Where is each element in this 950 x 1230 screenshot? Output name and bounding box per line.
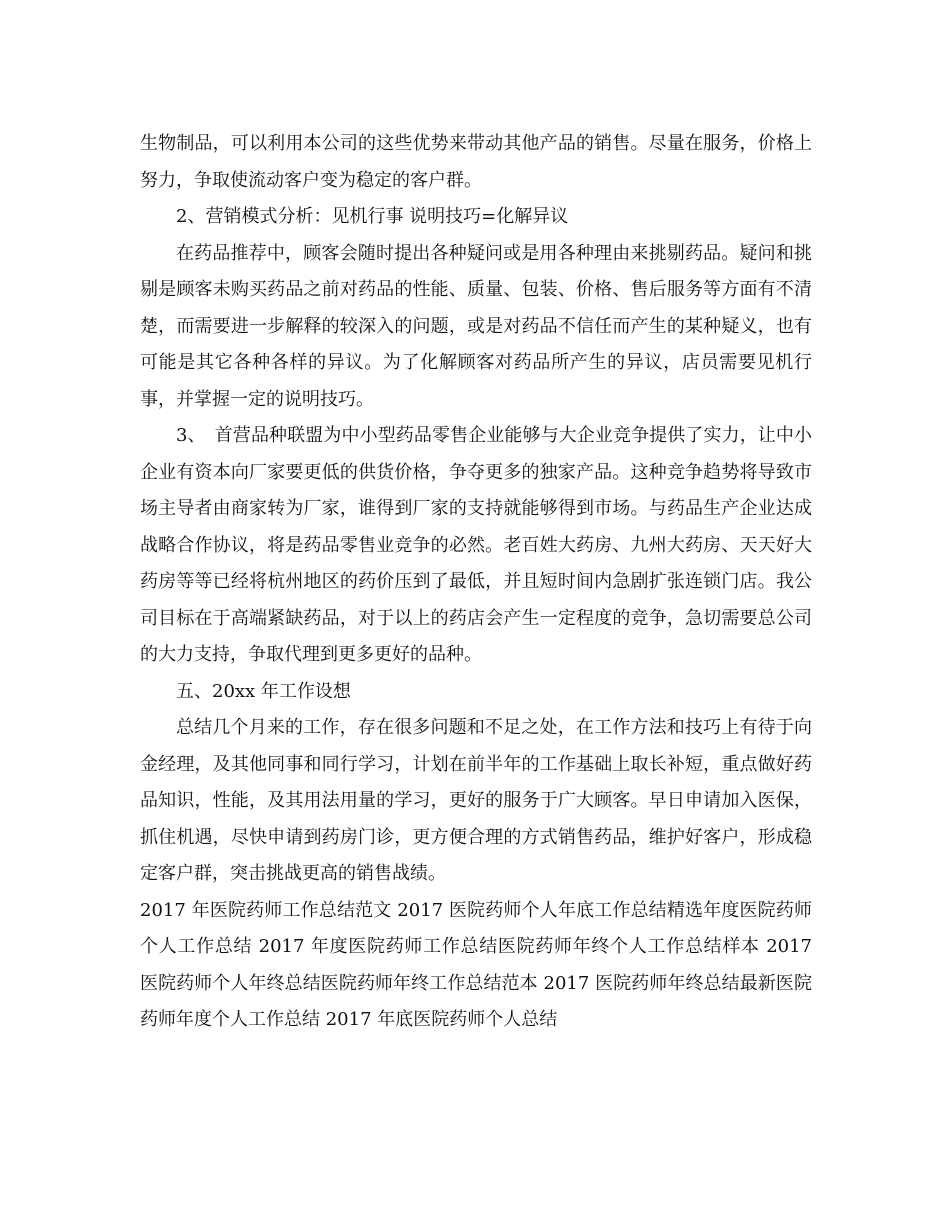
section-heading-work-plan: 五、20xx 年工作设想 [176, 680, 351, 702]
paragraph-objection-handling: 在药品推荐中，顾客会随时提出各种疑问或是用各种理由来挑剔药品。疑问和挑剔是顾客未购买药品之前对药品的性能、质量、包装、价格、售后服务等方面有不清楚，而需要进一步解释的较深入的问题，或是对药品不信任而产生的某种疑义，也有可能是其它各种各样的异议。为了化解顾客对药品所产生的异议，店员需要见机行事，并掌握一定的说明技巧。 [140, 242, 812, 410]
paragraph-continuation: 生物制品，可以利用本公司的这些优势来带动其他产品的销售。尽量在服务，价格上努力，争取使流动客户变为稳定的客户群。 [140, 133, 812, 191]
document-body [140, 126, 812, 1039]
paragraph-work-summary: 总结几个月来的工作，存在很多问题和不足之处，在工作方法和技巧上有待于向金经理，及其他同事和同行学习，计划在前半年的工作基础上取长补短，重点做好药品知识，性能，及其用法用量的学习，更好的服务于广大顾客。早日申请加入医保，抓住机遇，尽快申请到药房门诊，更方便合理的方式销售药品，维护好客户，形成稳定客户群，突击挑战更高的销售战绩。 [140, 717, 812, 884]
paragraph-alliance-competition: 3、 首营品种联盟为中小型药品零售企业能够与大企业竞争提供了实力，让中小企业有资本向厂家要更低的供货价格，争夺更多的独家产品。这种竞争趋势将导致市场主导者由商家转为厂家，谁得到厂家的支持就能够得到市场。与药品生产企业达成战略合作协议，将是药品零售业竞争的必然。老百姓大药房、九州大药房、天天好大药房等等已经将杭州地区的药价压到了最低，并且短时间内急剧扩张连锁门店。我公司目标在于高端紧缺药品，对于以上的药店会产生一定程度的竞争，急切需要总公司的大力支持，争取代理到更多更好的品种。 [140, 425, 812, 665]
section-heading-marketing-model: 2、营销模式分析：见机行事 说明技巧=化解异议 [176, 206, 569, 227]
related-titles-list: 2017 年医院药师工作总结范文 2017 医院药师个人年底工作总结精选年度医院药师个人工作总结 2017 年度医院药师工作总结医院药师年终个人工作总结样本 2017 医院药师个人年终总结医院药师年终工作总结范本 2017 医院药师年终总结最新医院药师年度个人工作总结 2017 年底医院药师个人总结 [140, 899, 812, 1030]
